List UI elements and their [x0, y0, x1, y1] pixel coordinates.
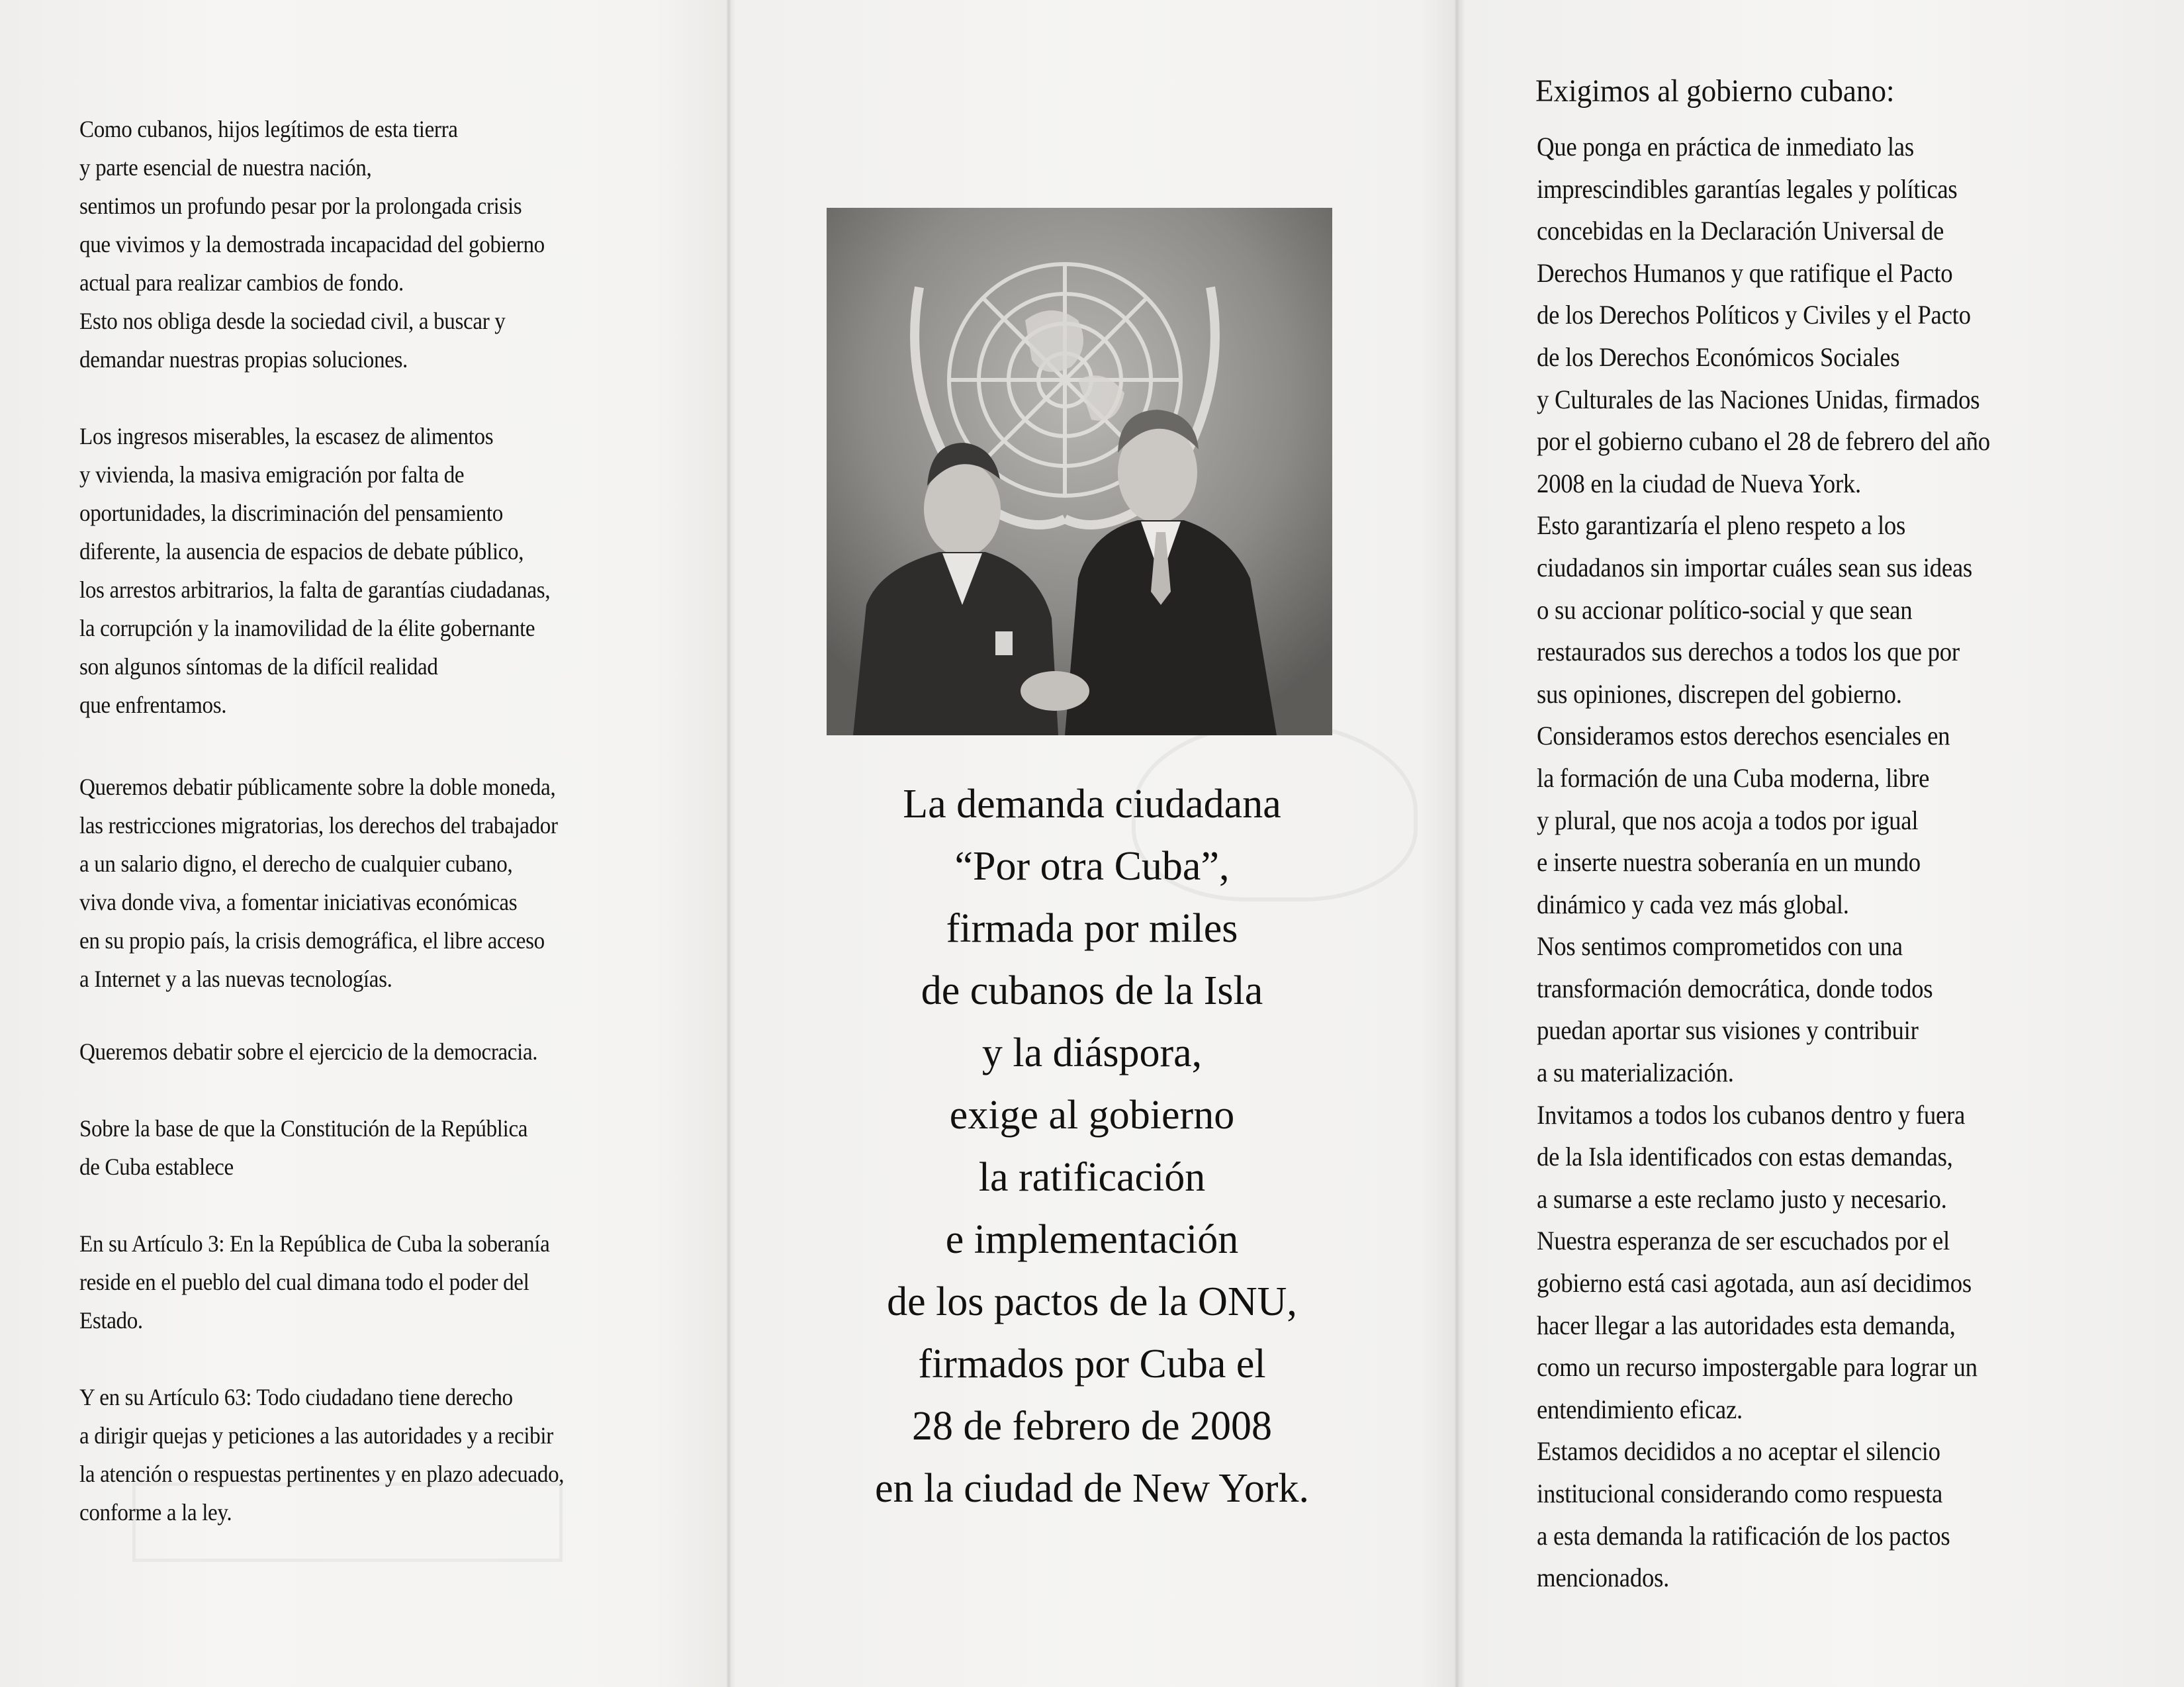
problems-paragraph: [79, 417, 646, 724]
text-line: son algunos síntomas de la difícil realidad: [79, 653, 438, 680]
text-line: Derechos Humanos y que ratifique el Pacto: [1537, 257, 1953, 288]
text-line: y plural, que nos acoja a todos por igual: [1537, 805, 1919, 835]
text-line: a esta demanda la ratificación de los pactos: [1537, 1520, 1950, 1551]
text-line: conforme a la ley.: [79, 1499, 232, 1526]
text-line: que vivimos y la demostrada incapacidad del gobierno: [79, 231, 545, 257]
text-line: a su materialización.: [1537, 1058, 1734, 1088]
handshake-photo: [827, 208, 1332, 735]
headline-line: La demanda ciudadana: [903, 782, 1281, 827]
text-line: demandar nuestras propias soluciones.: [79, 346, 408, 373]
text-line: a dirigir quejas y peticiones a las autoridades y a recibir: [79, 1422, 553, 1449]
text-line: Nuestra esperanza de ser escuchados por el: [1537, 1226, 1950, 1256]
photo-illustration: [827, 208, 1332, 735]
text-line: En su Artículo 3: En la República de Cuba la soberanía: [79, 1230, 550, 1257]
text-line: sus opiniones, discrepen del gobierno.: [1537, 678, 1902, 709]
text-line: la formación de una Cuba moderna, libre: [1537, 762, 1930, 793]
text-line: Queremos debatir públicamente sobre la doble moneda,: [79, 774, 556, 800]
demands-title: Exigimos al gobierno cubano:: [1535, 73, 1895, 109]
headline-line: firmada por miles: [946, 906, 1238, 951]
debate-paragraph: [79, 768, 646, 998]
text-line: y Culturales de las Naciones Unidas, firmados: [1537, 384, 1980, 414]
text-line: a sumarse a este reclamo justo y necesario.: [1537, 1183, 1947, 1214]
text-line: gobierno está casi agotada, aun así decidimos: [1537, 1268, 1972, 1299]
campaign-headline: [728, 773, 1456, 1520]
center-panel: [728, 0, 1456, 1687]
text-line: dinámico y cada vez más global.: [1537, 889, 1849, 919]
text-line: Esto garantizaría el pleno respeto a los: [1537, 510, 1906, 541]
text-line: de la Isla identificados con estas demandas,: [1537, 1142, 1953, 1172]
text-line: puedan aportar sus visiones y contribuir: [1537, 1015, 1919, 1046]
text-line: la atención o respuestas pertinentes y en plazo adecuado,: [79, 1461, 565, 1487]
text-line: Que ponga en práctica de inmediato las: [1537, 132, 1914, 161]
headline-line: de cubanos de la Isla: [921, 968, 1263, 1013]
text-line: y parte esencial de nuestra nación,: [79, 154, 372, 181]
headline-line: “Por otra Cuba”,: [954, 844, 1230, 889]
text-line: en su propio país, la crisis demográfica, el libre acceso: [79, 927, 545, 954]
text-line: oportunidades, la discriminación del pensamiento: [79, 500, 503, 526]
text-line: restaurados sus derechos a todos los que por: [1537, 637, 1960, 667]
text-line: o su accionar político-social y que sean: [1537, 594, 1913, 625]
text-line: Esto nos obliga desde la sociedad civil, a buscar y: [79, 308, 506, 334]
text-line: concebidas en la Declaración Universal de: [1537, 216, 1944, 246]
text-line: de los Derechos Económicos Sociales: [1537, 342, 1900, 372]
text-line: los arrestos arbitrarios, la falta de garantías ciudadanas,: [79, 576, 551, 603]
headline-line: y la diáspora,: [981, 1030, 1203, 1075]
text-line: mencionados.: [1537, 1563, 1670, 1593]
text-line: Los ingresos miserables, la escasez de alimentos: [79, 423, 494, 449]
text-line: Invitamos a todos los cubanos dentro y fuera: [1537, 1099, 1966, 1130]
text-line: Como cubanos, hijos legítimos de esta tierra: [79, 116, 458, 142]
text-line: sentimos un profundo pesar por la prolongada crisis: [79, 193, 522, 219]
text-line: e inserte nuestra soberanía en un mundo: [1537, 847, 1921, 878]
text-line: como un recurso impostergable para lograr un: [1537, 1352, 1978, 1383]
left-panel: [0, 0, 728, 1687]
text-line: hacer llegar a las autoridades esta demanda,: [1537, 1310, 1956, 1340]
democracy-paragraph: [79, 1032, 646, 1071]
text-line: las restricciones migratorias, los derechos del trabajador: [79, 812, 558, 839]
text-line: ciudadanos sin importar cuáles sean sus ideas: [1537, 552, 1972, 582]
text-line: Estamos decididos a no aceptar el silencio: [1537, 1436, 1940, 1467]
headline-line: e implementación: [945, 1217, 1239, 1262]
text-line: Sobre la base de que la Constitución de la República: [79, 1115, 528, 1142]
headline-line: de los pactos de la ONU,: [887, 1279, 1297, 1324]
text-line: institucional considerando como respuesta: [1537, 1479, 1943, 1508]
text-line: reside en el pueblo del cual dimana todo el poder del: [79, 1269, 529, 1295]
headline-line: firmados por Cuba el: [918, 1342, 1266, 1387]
headline-line: exige al gobierno: [949, 1093, 1235, 1138]
constitution-paragraph: [79, 1109, 646, 1186]
text-line: Queremos debatir sobre el ejercicio de la democracia.: [79, 1038, 538, 1065]
text-line: viva donde viva, a fomentar iniciativas económicas: [79, 889, 518, 915]
text-line: diferente, la ausencia de espacios de debate público,: [79, 538, 524, 565]
text-line: que enfrentamos.: [79, 692, 227, 718]
intro-paragraph: [79, 110, 646, 379]
headline-line: en la ciudad de New York.: [874, 1466, 1310, 1511]
text-line: Consideramos estos derechos esenciales en: [1537, 721, 1950, 751]
headline-line: 28 de febrero de 2008: [911, 1404, 1272, 1449]
text-line: a Internet y a las nuevas tecnologías.: [79, 966, 392, 992]
text-line: y vivienda, la masiva emigración por falta de: [79, 461, 465, 488]
text-line: de los Derechos Políticos y Civiles y el Pacto: [1537, 300, 1971, 330]
handshake-icon: [1021, 671, 1089, 711]
text-line: entendimiento eficaz.: [1537, 1394, 1743, 1424]
text-line: 2008 en la ciudad de Nueva York.: [1537, 468, 1861, 498]
text-line: la corrupción y la inamovilidad de la élite gobernante: [79, 615, 535, 641]
right-panel: [1456, 0, 2184, 1687]
text-line: por el gobierno cubano el 28 de febrero del año: [1537, 426, 1990, 457]
text-line: Estado.: [79, 1307, 143, 1334]
text-line: transformación democrática, donde todos: [1537, 973, 1933, 1003]
headline-line: la ratificación: [978, 1155, 1206, 1200]
text-line: a un salario digno, el derecho de cualquier cubano,: [79, 850, 513, 877]
article-63-paragraph: [79, 1378, 646, 1531]
text-line: Nos sentimos comprometidos con una: [1537, 931, 1903, 962]
text-line: imprescindibles garantías legales y políticas: [1537, 173, 1958, 204]
text-line: Y en su Artículo 63: Todo ciudadano tiene derecho: [79, 1384, 513, 1410]
article-3-paragraph: [79, 1224, 646, 1340]
demands-body: [1537, 126, 2085, 1599]
text-line: de Cuba establece: [79, 1154, 234, 1180]
text-line: actual para realizar cambios de fondo.: [79, 269, 404, 296]
